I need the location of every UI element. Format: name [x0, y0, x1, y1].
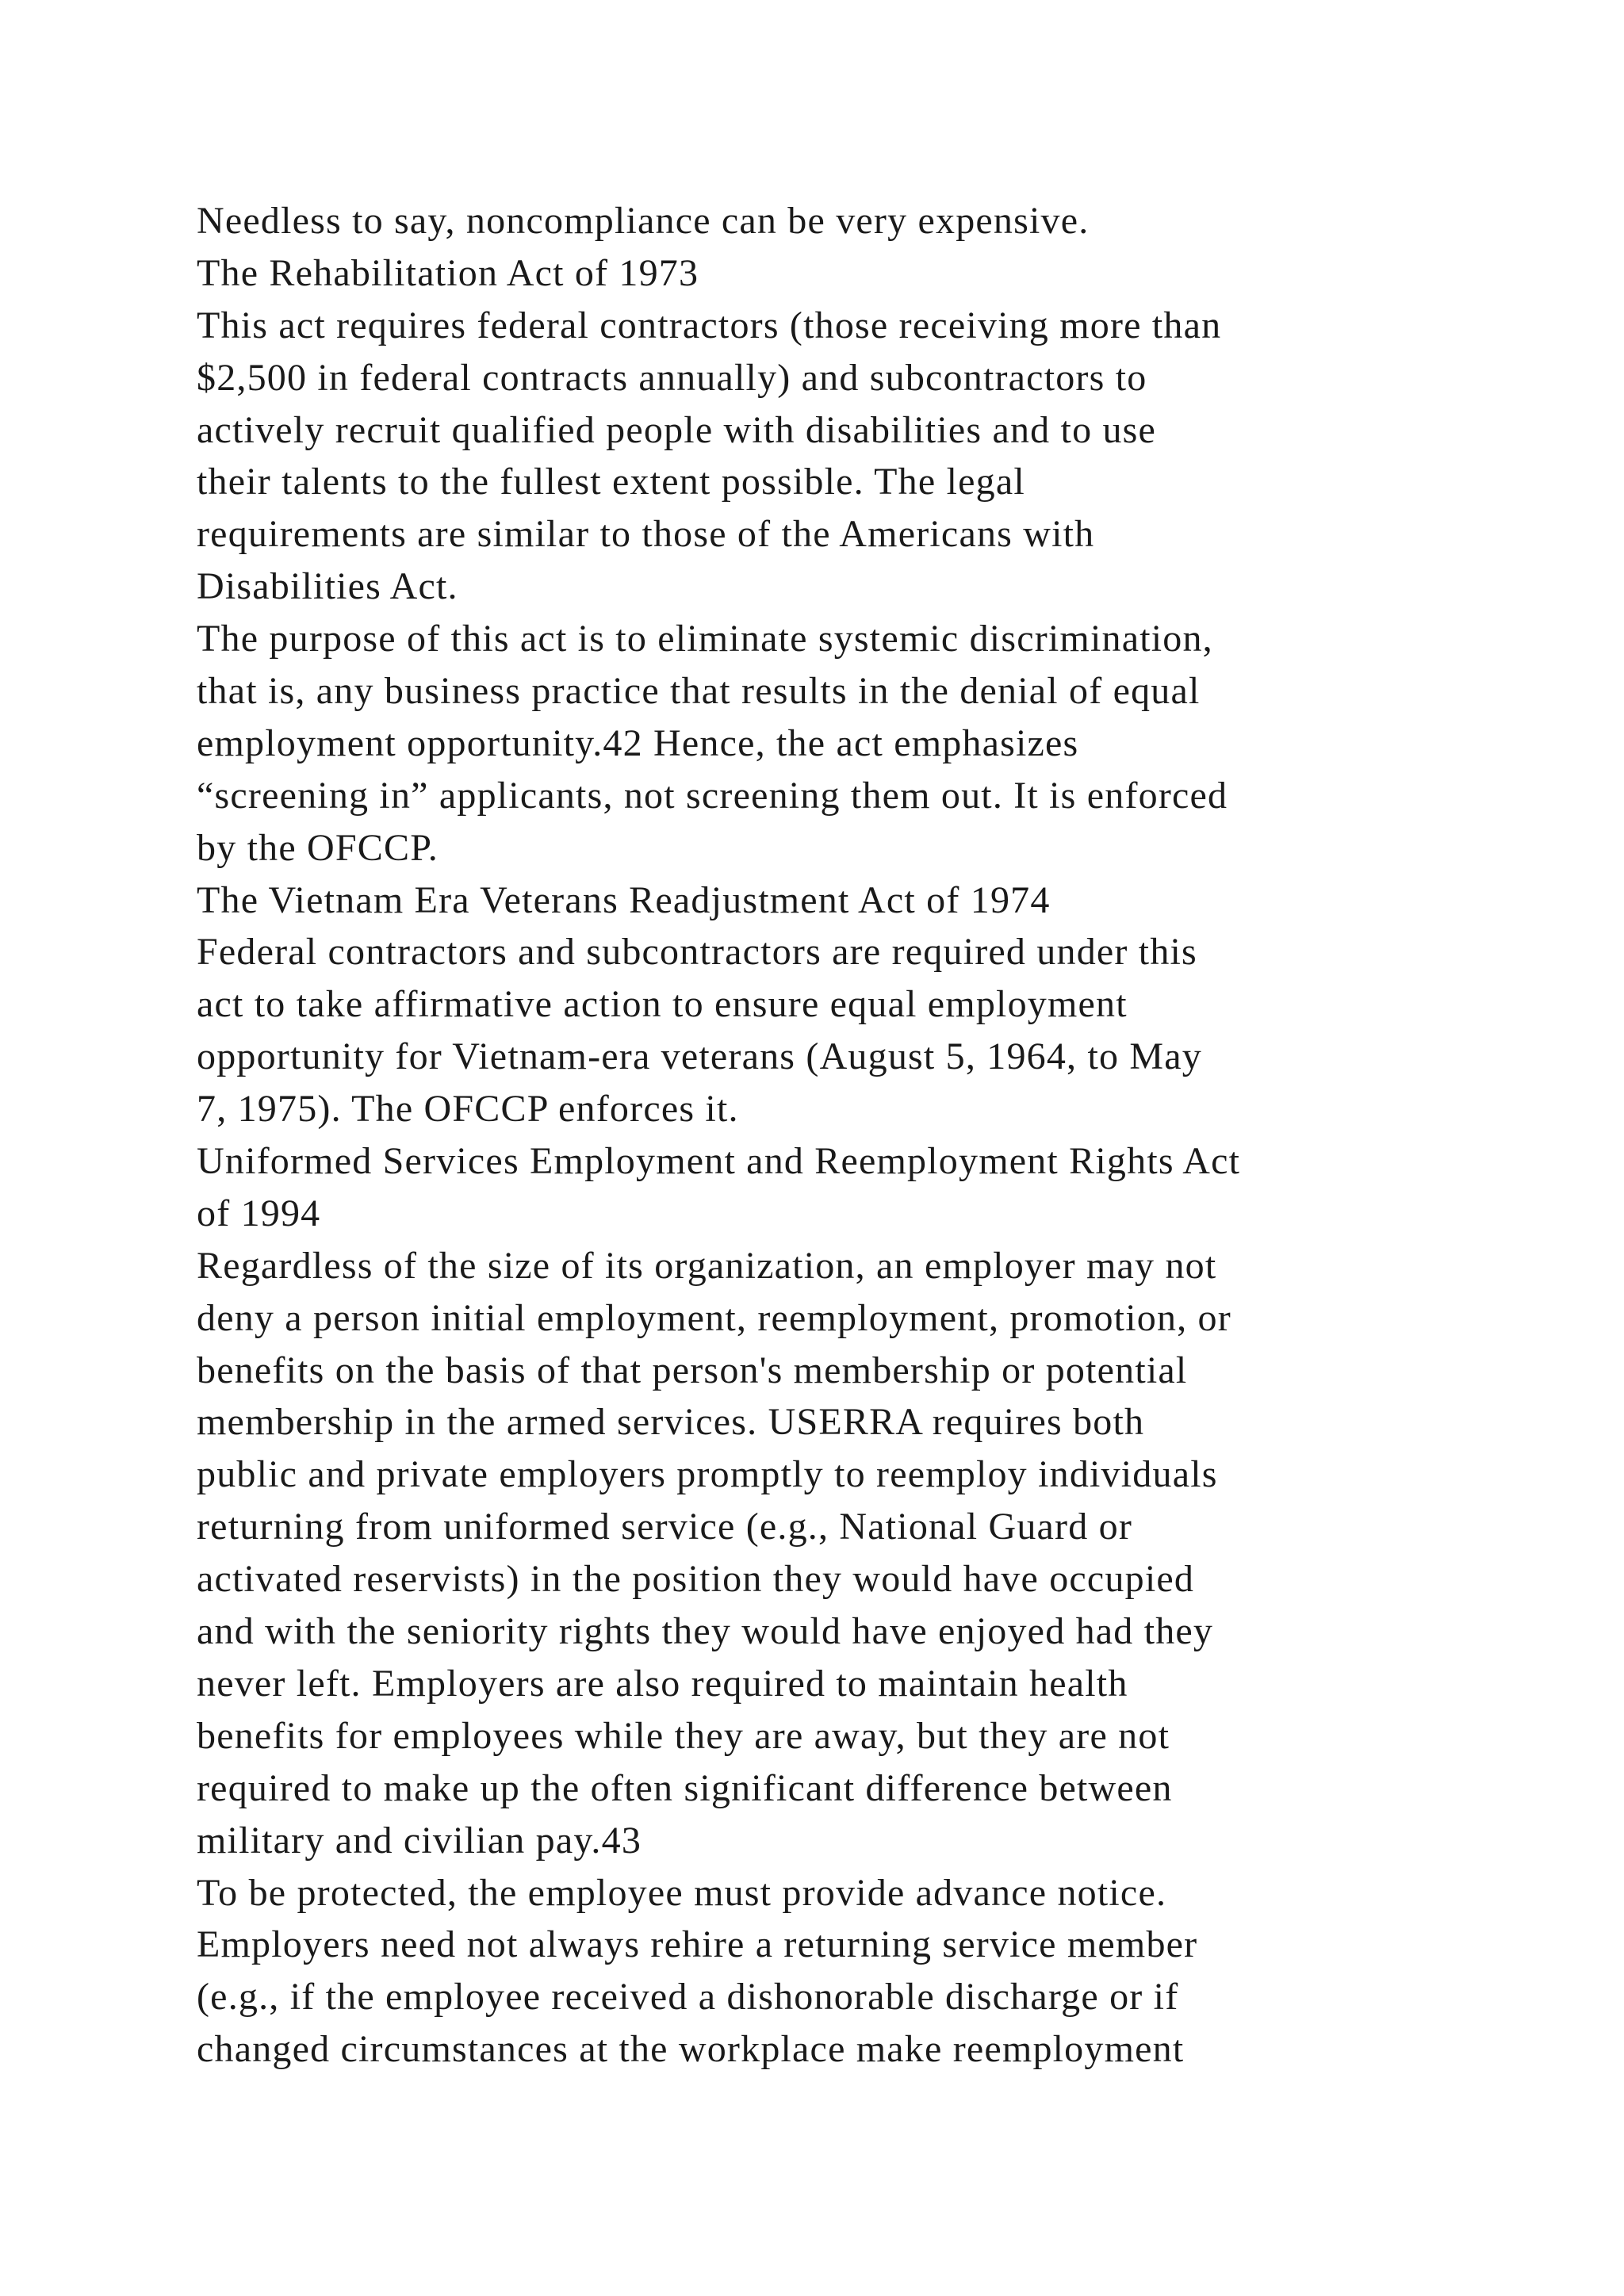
text-line: 7, 1975). The OFCCP enforces it.: [197, 1088, 739, 1131]
section-heading-vietnam-era-act: The Vietnam Era Veterans Readjustment Act of 1974: [197, 878, 1051, 921]
section-heading-rehabilitation-act: The Rehabilitation Act of 1973: [197, 251, 699, 294]
text-line: The purpose of this act is to eliminate systemic discrimination,: [197, 618, 1213, 660]
text-line: (e.g., if the employee received a dishonorable discharge or if: [197, 1976, 1179, 2019]
text-line: by the OFCCP.: [197, 826, 439, 869]
text-line: public and private employers promptly to reemploy individuals: [197, 1453, 1218, 1496]
text-line: benefits for employees while they are away, but they are not: [197, 1714, 1170, 1757]
text-line: benefits on the basis of that person's membership or potential: [197, 1349, 1188, 1391]
text-line: To be protected, the employee must provide advance notice.: [197, 1871, 1167, 1914]
section-heading-userra-cont: of 1994: [197, 1192, 321, 1234]
text-line: activated reservists) in the position they would have occupied: [197, 1558, 1195, 1601]
text-line: employment opportunity.42 Hence, the act emphasizes: [197, 721, 1079, 764]
text-line: Employers need not always rehire a returning service member: [197, 1923, 1198, 1966]
text-line: their talents to the fullest extent possible. The legal: [197, 461, 1025, 503]
section-heading-userra: Uniformed Services Employment and Reemployment Rights Act: [197, 1140, 1241, 1183]
text-line: opportunity for Vietnam-era veterans (August 5, 1964, to May: [197, 1035, 1202, 1078]
text-line: Federal contractors and subcontractors are required under this: [197, 931, 1197, 974]
text-line: Regardless of the size of its organization, an employer may not: [197, 1244, 1217, 1287]
text-line: requirements are similar to those of the Americans with: [197, 513, 1095, 556]
text-line: never left. Employers are also required to maintain health: [197, 1662, 1128, 1705]
text-line: Disabilities Act.: [197, 565, 458, 608]
document-body: [197, 195, 1481, 2076]
text-line: actively recruit qualified people with disabilities and to use: [197, 408, 1157, 451]
text-line: military and civilian pay.43: [197, 1819, 642, 1862]
text-line: required to make up the often significant difference between: [197, 1766, 1173, 1809]
text-line: “screening in” applicants, not screening them out. It is enforced: [197, 774, 1228, 817]
text-line: changed circumstances at the workplace make reemployment: [197, 2028, 1185, 2071]
text-line: returning from uniformed service (e.g., National Guard or: [197, 1506, 1133, 1548]
text-line: that is, any business practice that results in the denial of equal: [197, 670, 1201, 713]
text-line: act to take affirmative action to ensure equal employment: [197, 983, 1128, 1026]
text-line: This act requires federal contractors (those receiving more than: [197, 304, 1222, 346]
text-line: Needless to say, noncompliance can be very expensive.: [197, 200, 1090, 242]
text-line: membership in the armed services. USERRA requires both: [197, 1401, 1145, 1444]
text-line: deny a person initial employment, reemployment, promotion, or: [197, 1296, 1231, 1339]
text-line: and with the seniority rights they would have enjoyed had they: [197, 1610, 1214, 1653]
text-line: $2,500 in federal contracts annually) and subcontractors to: [197, 356, 1147, 399]
